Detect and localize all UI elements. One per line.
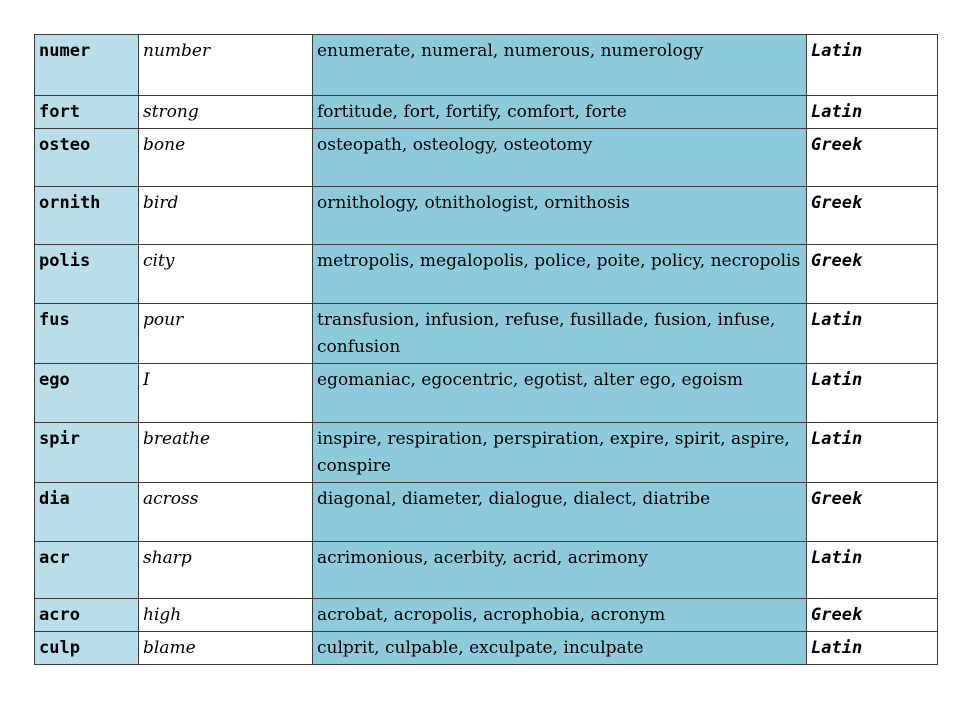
meaning-cell: across — [139, 483, 313, 542]
examples-cell: transfusion, infusion, refuse, fusillade, fusion, infuse, confusion — [313, 304, 807, 364]
examples-cell: ornithology, otnithologist, ornithosis — [313, 187, 807, 245]
root-cell: dia — [35, 483, 139, 542]
table-row — [35, 304, 938, 364]
root-cell: polis — [35, 245, 139, 304]
examples-cell: enumerate, numeral, numerous, numerology — [313, 35, 807, 96]
origin-cell: Latin — [807, 35, 938, 96]
table-row — [35, 364, 938, 423]
examples-cell: acrobat, acropolis, acrophobia, acronym — [313, 599, 807, 632]
meaning-cell: blame — [139, 632, 313, 665]
root-cell: acro — [35, 599, 139, 632]
root-cell: numer — [35, 35, 139, 96]
meaning-cell: sharp — [139, 542, 313, 599]
meaning-cell: bone — [139, 129, 313, 187]
origin-cell: Latin — [807, 423, 938, 483]
root-cell: spir — [35, 423, 139, 483]
root-cell: osteo — [35, 129, 139, 187]
table-row — [35, 35, 938, 96]
root-cell: fort — [35, 96, 139, 129]
examples-cell: inspire, respiration, perspiration, expire, spirit, aspire, conspire — [313, 423, 807, 483]
origin-cell: Greek — [807, 129, 938, 187]
table-row — [35, 542, 938, 599]
root-cell: ego — [35, 364, 139, 423]
examples-cell: metropolis, megalopolis, police, poite, policy, necropolis — [313, 245, 807, 304]
origin-cell: Greek — [807, 483, 938, 542]
examples-cell: diagonal, diameter, dialogue, dialect, diatribe — [313, 483, 807, 542]
root-cell: ornith — [35, 187, 139, 245]
table-row — [35, 483, 938, 542]
meaning-cell: number — [139, 35, 313, 96]
table-row — [35, 632, 938, 665]
meaning-cell: city — [139, 245, 313, 304]
root-cell: fus — [35, 304, 139, 364]
origin-cell: Greek — [807, 245, 938, 304]
table-row — [35, 96, 938, 129]
root-cell: culp — [35, 632, 139, 665]
table-row — [35, 187, 938, 245]
origin-cell: Latin — [807, 96, 938, 129]
word-roots-table — [34, 34, 938, 665]
examples-cell: osteopath, osteology, osteotomy — [313, 129, 807, 187]
examples-cell: egomaniac, egocentric, egotist, alter ego, egoism — [313, 364, 807, 423]
origin-cell: Latin — [807, 304, 938, 364]
examples-cell: acrimonious, acerbity, acrid, acrimony — [313, 542, 807, 599]
origin-cell: Latin — [807, 632, 938, 665]
table-row — [35, 423, 938, 483]
table-row — [35, 245, 938, 304]
meaning-cell: bird — [139, 187, 313, 245]
root-cell: acr — [35, 542, 139, 599]
meaning-cell: high — [139, 599, 313, 632]
examples-cell: culprit, culpable, exculpate, inculpate — [313, 632, 807, 665]
table-row — [35, 599, 938, 632]
meaning-cell: breathe — [139, 423, 313, 483]
origin-cell: Greek — [807, 187, 938, 245]
origin-cell: Latin — [807, 542, 938, 599]
table-row — [35, 129, 938, 187]
meaning-cell: I — [139, 364, 313, 423]
origin-cell: Greek — [807, 599, 938, 632]
meaning-cell: strong — [139, 96, 313, 129]
examples-cell: fortitude, fort, fortify, comfort, forte — [313, 96, 807, 129]
origin-cell: Latin — [807, 364, 938, 423]
meaning-cell: pour — [139, 304, 313, 364]
